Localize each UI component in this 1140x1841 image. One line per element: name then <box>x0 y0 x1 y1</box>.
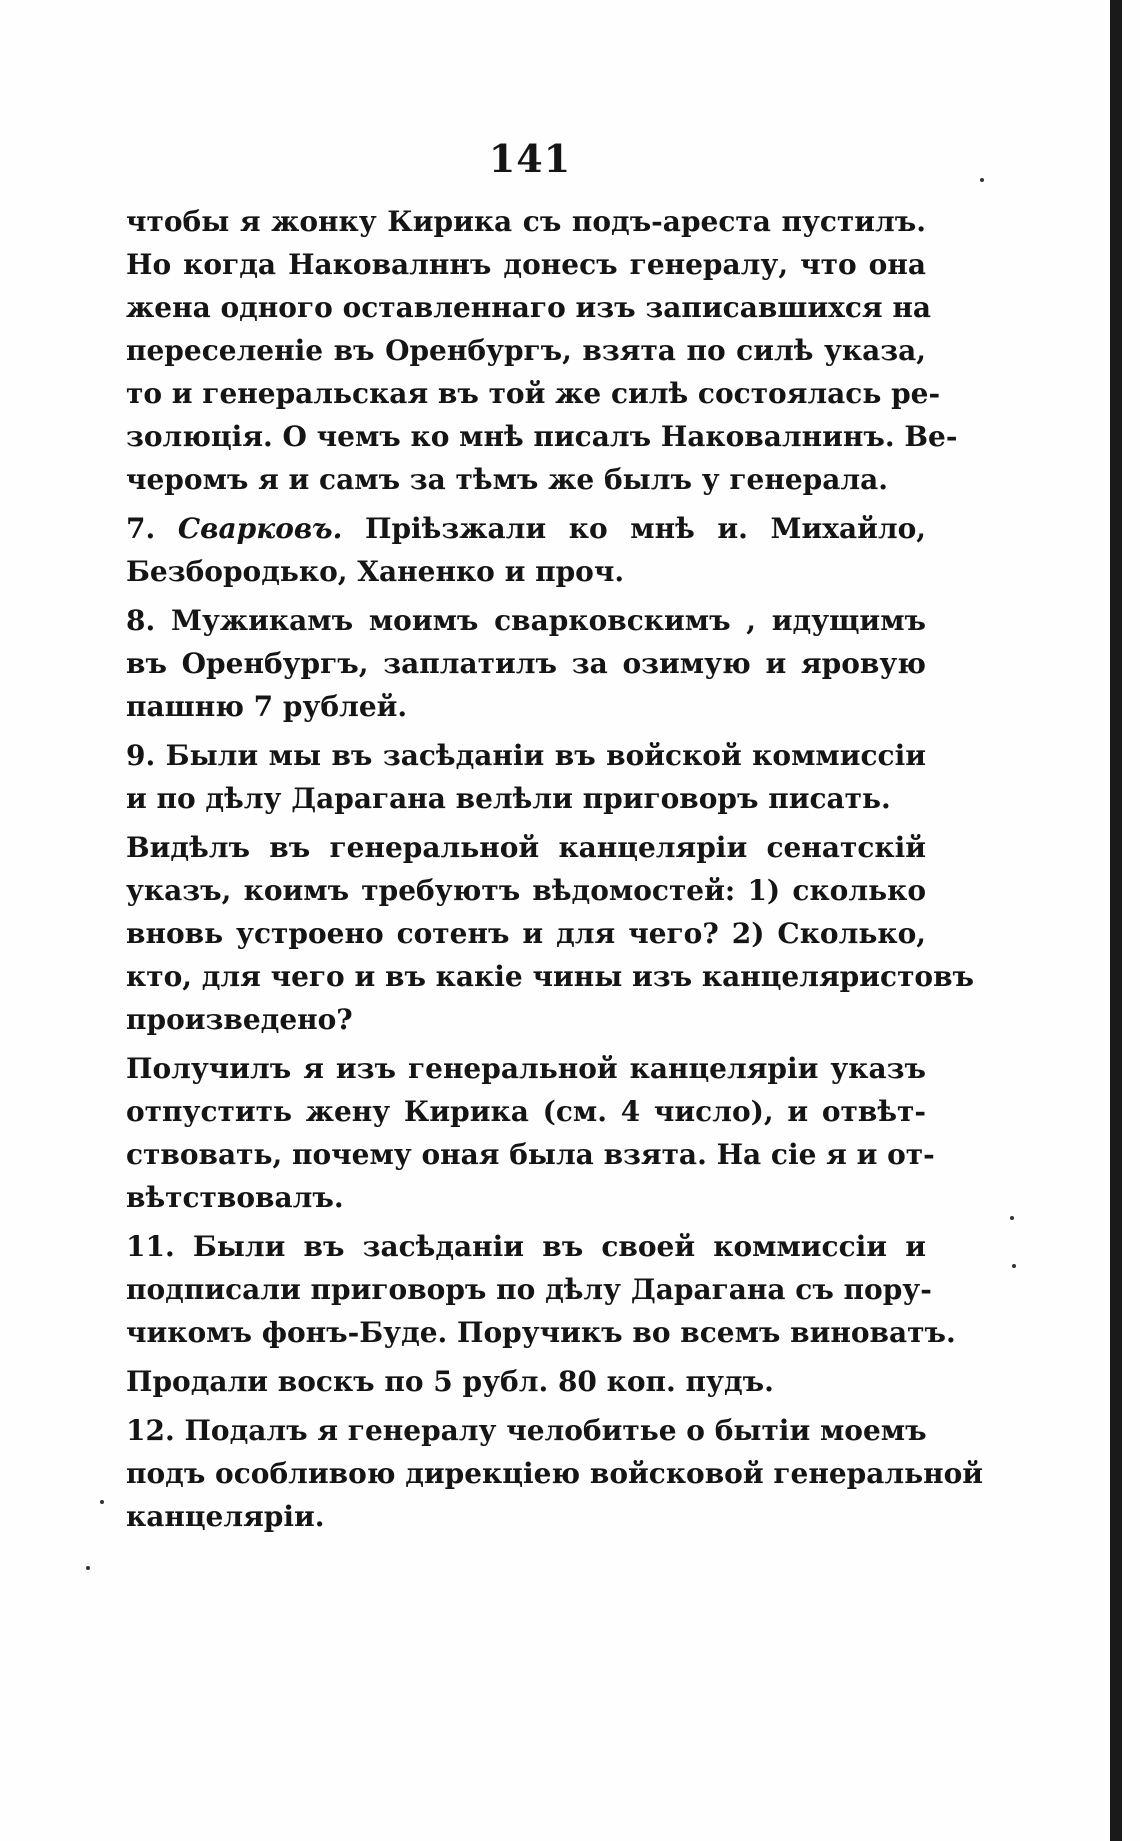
text-line: ствовать, почему оная была взята. На сіе я и от- <box>126 1138 935 1171</box>
paragraph-entry-9 <box>126 734 926 820</box>
text-line: чтобы я жонку Кирика съ подъ-ареста пустилъ. <box>126 205 926 238</box>
text-line: указъ, коимъ требуютъ вѣдомостей: 1) сколько <box>126 874 926 907</box>
text-line: чикомъ фонъ-Буде. Поручикъ во всемъ виноватъ. <box>126 1316 956 1349</box>
paragraph-entry-11 <box>126 1225 956 1354</box>
text-line: черомъ я и самъ за тѣмъ же былъ у генерала. <box>126 463 889 496</box>
scan-speck <box>980 178 984 182</box>
text-line: Безбородько, Ханенко и проч. <box>126 555 625 588</box>
paragraph <box>126 1360 926 1403</box>
paragraph <box>126 1047 935 1219</box>
paragraph-entry-8 <box>126 599 926 728</box>
text-line: золюція. О чемъ ко мнѣ писалъ Наковалнинъ. Ве- <box>126 420 958 453</box>
scan-speck <box>100 1500 104 1504</box>
scan-speck <box>86 1566 90 1570</box>
text-line <box>126 507 926 550</box>
text-fragment: Пріѣзжали ко мнѣ и. Михайло, <box>365 512 927 545</box>
text-line: Получилъ я изъ генеральной канцеляріи указъ <box>126 1052 926 1085</box>
text-line: 9. Были мы въ засѣданіи въ войской коммиссіи <box>126 739 926 772</box>
text-line: подъ особливою дирекціею войсковой генеральной <box>126 1457 984 1490</box>
text-line: кто, для чего и въ какіе чины изъ канцеляристовъ <box>126 960 975 993</box>
text-line: Продали воскъ по 5 рубл. 80 коп. пудъ. <box>126 1365 774 1398</box>
paragraph-entry-7 <box>126 507 926 593</box>
text-line: переселеніе въ Оренбургъ, взята по силѣ указа, <box>126 334 926 367</box>
text-line: вновь устроено сотенъ и для чего? 2) Сколько, <box>126 917 926 950</box>
text-line: канцеляріи. <box>126 1500 325 1533</box>
entry-number: 7. <box>126 512 156 545</box>
paragraph <box>126 826 975 1041</box>
text-line: 11. Были въ засѣданіи въ своей коммиссіи и <box>126 1230 926 1263</box>
scan-speck <box>1010 1216 1014 1220</box>
paragraph <box>126 200 958 501</box>
scan-speck <box>1012 1264 1016 1268</box>
text-line: Но когда Наковалннъ донесъ генералу, что она <box>126 248 926 281</box>
text-line: то и генеральская въ той же силѣ состоялась ре- <box>126 377 941 410</box>
text-line: подписали приговоръ по дѣлу Дарагана съ пору- <box>126 1273 932 1306</box>
page-edge-shadow <box>1110 0 1122 1841</box>
text-line: отпустить жену Кирика (см. 4 число), и отвѣт- <box>126 1095 926 1128</box>
text-line: пашню 7 рублей. <box>126 690 408 723</box>
text-line: и по дѣлу Дарагана велѣли приговоръ писать. <box>126 782 891 815</box>
body-text <box>126 200 984 1544</box>
text-line: жена одного оставленнаго изъ записавшихся на <box>126 291 931 324</box>
text-line: Видѣлъ въ генеральной канцеляріи сенатскій <box>126 831 926 864</box>
text-line: 12. Подалъ я генералу челобитье о бытіи моемъ <box>126 1414 927 1447</box>
text-line: въ Оренбургъ, заплатилъ за озимую и яровую <box>126 647 926 680</box>
page-number: 141 <box>488 136 572 181</box>
paragraph-entry-12 <box>126 1409 984 1538</box>
text-line: произведено? <box>126 1003 353 1036</box>
place-name: Сварковъ. <box>177 512 343 545</box>
text-line: вѣтствовалъ. <box>126 1181 344 1214</box>
text-line: 8. Мужикамъ моимъ сварковскимъ , идущимъ <box>126 604 926 637</box>
